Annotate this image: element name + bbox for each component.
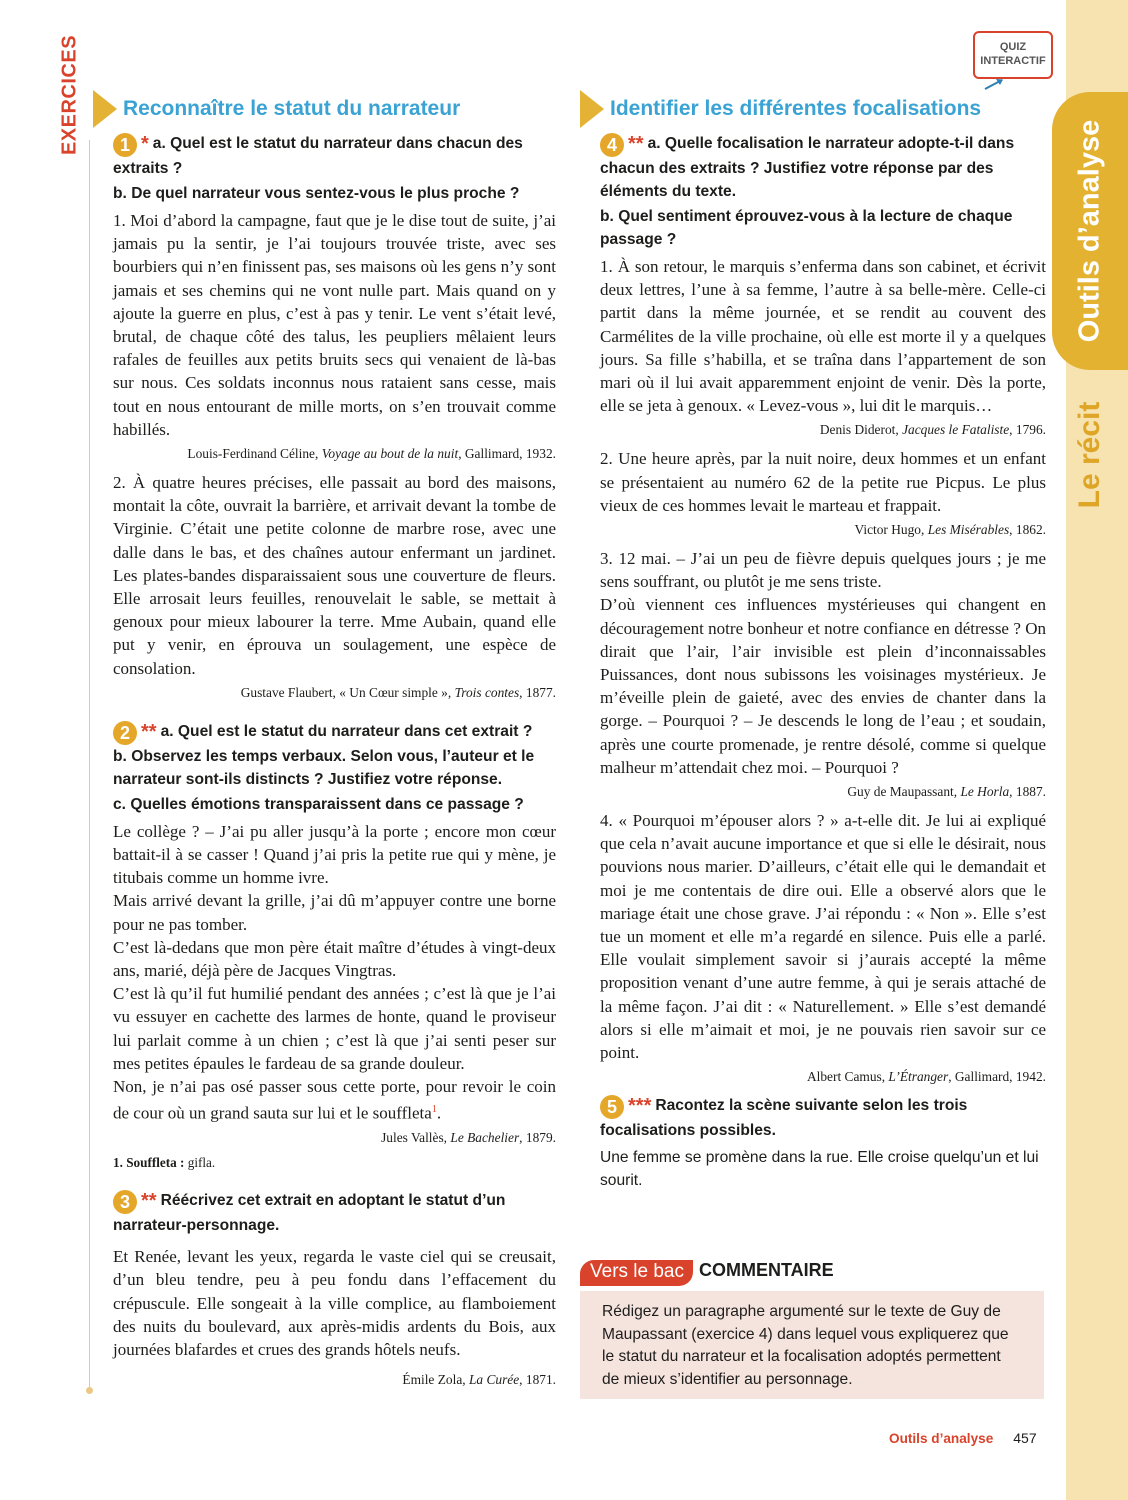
difficulty-stars: ** — [141, 720, 157, 743]
section-header-statut — [93, 90, 556, 130]
difficulty-stars: ** — [628, 133, 644, 155]
extract-text: Le collège ? – J’ai pu aller jusqu’à la porte ; encore mon cœur battait-il à se casser ! Quand j’ai pris la petite rue qui y mène, je titubais comme un homme ivre. Mais arrivé devant la grille, j’ai dû m’appuyer contre une borne pour ne pas tomber. C’est là-dedans que mon père était maître d’études à vingt-deux ans, marié, déjà père de Jacques Vingtras. C’est là qu’il fut humilié pendant des années ; c’est là que je l’ai vu essuyer en cachette des larmes de honte, quand le proviseur lui parlait comme à un chien ; c’est là que j’ai senti peser sur mes petites épaules le fardeau de sa grande douleur. Non, je n’ai pas osé passer sous cette porte, pour revoir le coin de cour où un grand sauta sur lui et le souffleta$^1$. — [113, 821, 556, 1123]
page-footer — [889, 1430, 1037, 1448]
page-number: 457 — [1013, 1430, 1037, 1446]
section-arrow-icon — [93, 90, 117, 128]
difficulty-stars: *** — [628, 1095, 652, 1118]
question-text: Réécrivez cet extrait en adoptant le statut d’un narrateur-personnage. — [113, 1192, 506, 1235]
extract-text: 1. Moi d’abord la campagne, faut que je le dise tout de suite, j’ai jamais pu la sentir, je l’ai toujours trouvée triste, avec ses bourbiers qui n’en finissent pas, ses maisons où les gens n’y sont jamais et ses chemins qui ne vont nulle part. Mais quand on y ajoute la guerre en plus, c’est à pas y tenir. Le vent s’était levé, brutal, de chaque côté des talus, les peupliers mêlaient leurs rafales de feuilles aux petits bruits secs qui venaient de là-bas sur nous. Ces soldats inconnus nous rataient sans cesse, mais tout en nous entourant de mille morts, on s’en trouvait comme habillés. — [113, 211, 556, 439]
difficulty-stars: ** — [141, 1190, 157, 1213]
exercise-5-question — [600, 1094, 1046, 1142]
exercise-number-badge: 2 — [113, 721, 137, 745]
vers-le-bac-text: Rédigez un paragraphe argumenté sur le texte de Guy de Maupassant (exercice 4) dans lequel vous expliquerez que le statut du narrateur et la focalisation adoptés permettent de mieux s’identifier au personnage. — [580, 1291, 1044, 1399]
exercise-2-question-c: c. Quelles émotions transparaissent dans ce passage ? — [113, 795, 524, 813]
quiz-line2: INTERACTIF — [980, 55, 1046, 67]
exercise-1-question-b: b. De quel narrateur vous sentez-vous le plus proche ? — [113, 185, 520, 202]
exercise-5 — [580, 1094, 1046, 1192]
extract-source: Denis Diderot, Jacques le Fataliste, 1796. — [819, 422, 1046, 438]
vers-le-bac-tag: Vers le bac — [580, 1260, 693, 1286]
section-title: Identifier les différentes focalisations — [610, 97, 982, 120]
left-rule — [89, 140, 90, 1390]
exercise-2-question-b: b. Observez les temps verbaux. Selon vous, l’auteur et le narrateur sont-ils distincts ? Justifiez votre réponse. — [113, 747, 535, 788]
cursor-arrow-icon — [983, 78, 1005, 90]
section-arrow-icon — [580, 90, 604, 128]
difficulty-stars: * — [141, 133, 149, 155]
vers-le-bac-title: COMMENTAIRE — [699, 1260, 834, 1280]
extract-text: 2. Une heure après, par la nuit noire, deux hommes et un enfant se présentaient au numéro 62 de la petite rue Picpus. Le plus vieux de ces hommes levait le marteau et frappait. — [600, 449, 1046, 515]
exercise-1 — [93, 132, 556, 702]
exercise-4 — [580, 132, 1046, 1086]
question-text: Racontez la scène suivante selon les trois focalisations possibles. — [600, 1097, 968, 1140]
footer-chapter-label: Outils d’analyse — [889, 1431, 994, 1446]
section-header-focalisations — [580, 90, 1046, 130]
exercise-5-prompt: Une femme se promène dans la rue. Elle croise quelqu’un et lui sourit. — [600, 1149, 1039, 1190]
extract-source: Victor Hugo, Les Misérables, 1862. — [854, 522, 1046, 538]
extract-source: Guy de Maupassant, Le Horla, 1887. — [847, 784, 1046, 800]
extract-source: Émile Zola, La Curée, 1871. — [402, 1372, 556, 1388]
question-text: a. Quelle focalisation le narrateur adopte-t-il dans chacun des extraits ? Justifiez votre réponse par des éléments du texte. — [600, 135, 1015, 200]
exercise-1-question-a — [113, 132, 556, 180]
exercise-number-badge: 1 — [113, 133, 137, 157]
extract-source: Louis-Ferdinand Céline, Voyage au bout de la nuit, Gallimard, 1932. — [187, 446, 556, 462]
left-rule-dot — [86, 1387, 93, 1394]
quiz-interactif-button[interactable] — [973, 31, 1053, 79]
extract-text: 4. « Pourquoi m’épouser alors ? » a-t-elle dit. Je lui ai expliqué que cela n’avait aucune importance et que si elle le désirait, nous pouvions nous marier. D’ailleurs, c’était elle qui le demandait et moi je me contentais de dire oui. Elle a observé alors que le mariage était une chose grave. J’ai répondu : « Non ». Elle s’est tue un moment et elle m’a regardé en silence. Puis elle a parlé. Elle voulait simplement savoir si j’aurais accepté la même proposition venant d’une autre femme, à qui je serais attaché de la même façon. J’ai dit : « Naturellement. » Elle s’est demandé alors si elle m’aimait et moi, je ne pouvais rien savoir sur ce point. — [600, 811, 1046, 1063]
right-column — [580, 90, 1046, 1192]
left-column — [93, 90, 556, 1389]
exercise-2-question-a — [113, 720, 556, 745]
quiz-line1: QUIZ — [999, 41, 1027, 53]
exercise-4-question-b: b. Quel sentiment éprouvez-vous à la lecture de chaque passage ? — [600, 208, 1013, 248]
extract-text: 1. À son retour, le marquis s’enferma dans son cabinet, et écrivit deux lettres, l’une à sa femme, l’autre à sa belle-mère. Celle-ci partit dans la même journée, et se rendit au couvent des Carmélites de la ville prochaine, où elle est morte il y a quelques jours. Sa fille s’habilla, et se traîna dans l’appartement de son mari où il lui avait apparemment enjoint de venir. Dès la porte, elle se jeta à genoux. « Levez-vous », lui dit le marquis… — [600, 257, 1046, 416]
extract-source: Gustave Flaubert, « Un Cœur simple », Trois contes, 1877. — [240, 684, 556, 700]
subchapter-tab-label[interactable]: Le récit — [1073, 401, 1106, 509]
section-title: Reconnaître le statut du narrateur — [123, 97, 461, 120]
exercise-number-badge: 3 — [113, 1190, 137, 1214]
extract-source: Jules Vallès, Le Bachelier, 1879. — [381, 1130, 556, 1146]
chapter-tab-label: Outils d’analyse — [1073, 119, 1106, 343]
question-text: a. Quel est le statut du narrateur dans chacun des extraits ? — [113, 135, 523, 177]
exercise-3-question — [113, 1189, 556, 1237]
extract-text: Et Renée, levant les yeux, regarda le vaste ciel qui se creusait, d’un bleu tendre, peu à peu fondu dans l’effacement du crépuscule. Elle songeait à la ville complice, au flamboiement des nuits du boulevard, aux après-midis ardents du Bois, aux journées blafardes et crues des grands hôtels neufs. — [113, 1247, 556, 1359]
exercise-3 — [93, 1189, 556, 1389]
exercise-number-badge: 5 — [600, 1095, 624, 1119]
extract-source: Albert Camus, L’Étranger, Gallimard, 1942. — [806, 1069, 1046, 1085]
exercise-4-question-a — [600, 132, 1046, 203]
footnote: 1. Souffleta : gifla. — [113, 1155, 216, 1171]
question-text: a. Quel est le statut du narrateur dans cet extrait ? — [160, 722, 533, 740]
extract-text: 2. À quatre heures précises, elle passait au bord des maisons, montait la côte, ouvrait la barrière, et arrivait devant la tombe de Virginie. C’était une petite colonne de marbre rose, avec une dalle dans le bas, et des chaînes autour enfermant un jardinet. Les plates-bandes disparaissaient sous une couverture de fleurs. Elle arrosait leurs feuilles, renouvelait le sable, se mettait à genoux pour mieux labourer la terre. Mme Aubain, quand elle put y venir, en éprouva un soulagement, une espèce de consolation. — [113, 473, 556, 678]
vers-le-bac-box — [580, 1260, 1044, 1399]
exercise-2 — [93, 720, 556, 1171]
exercices-label: EXERCICES — [58, 34, 81, 156]
extract-text: 3. 12 mai. – J’ai un peu de fièvre depuis quelques jours ; je me sens souffrant, ou plutôt je me sens triste. D’où viennent ces influences mystérieuses qui changent en découragement notre bonheur et notre confiance en détresse ? On dirait que l’air, l’air invisible est plein d’inconnaissables Puissances, dont nous subissons les voisinages mystérieux. Je m’éveille plein de gaieté, avec des envies de chanter dans la gorge. – Pourquoi ? – Je descends le long de l’eau ; et soudain, après une courte promenade, je rentre désolé, comme si quelque malheur m’attendait chez moi. – Pourquoi ? — [600, 549, 1046, 777]
exercise-number-badge: 4 — [600, 133, 624, 157]
